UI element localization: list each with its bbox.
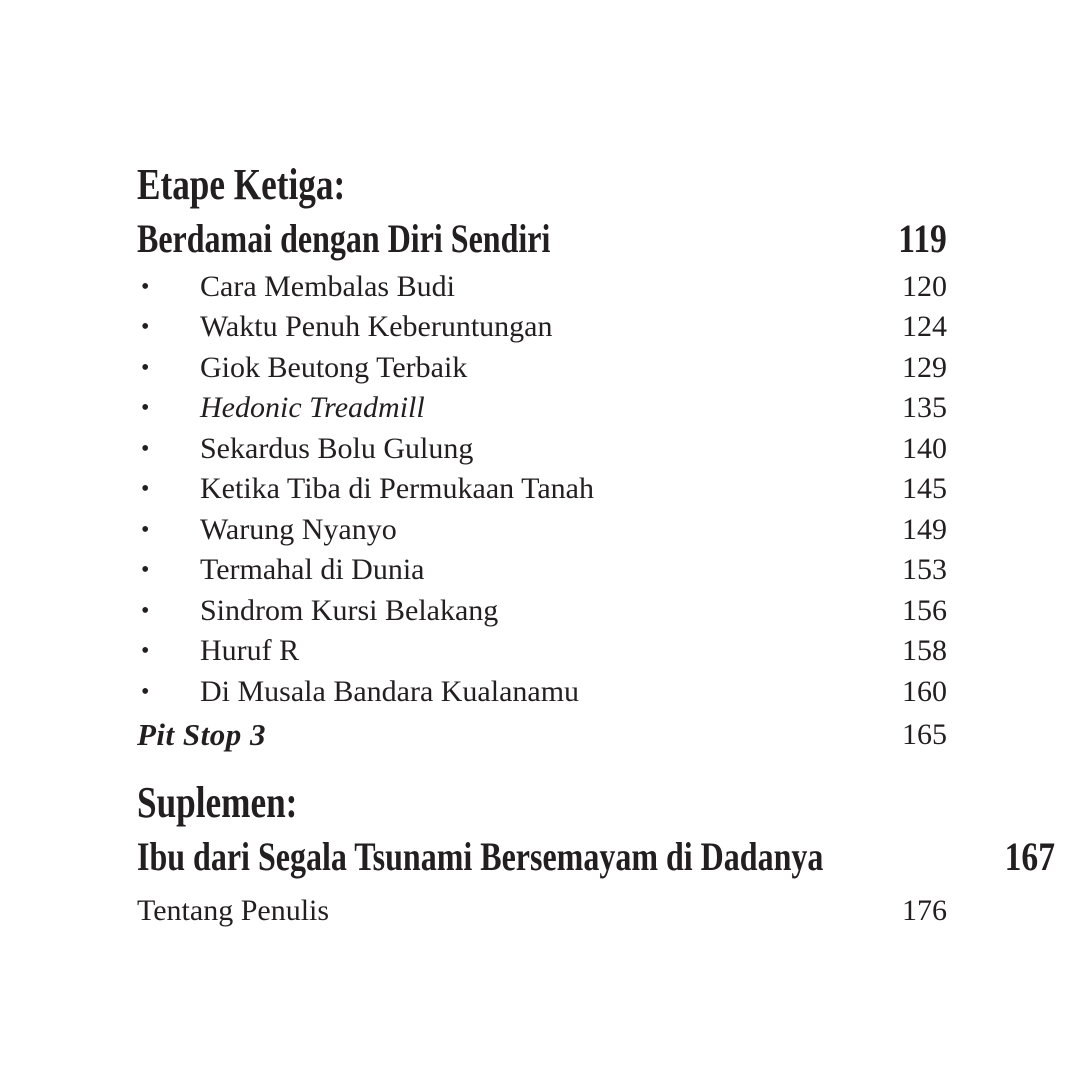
chapter-list: [137, 267, 947, 713]
section-etape-page-number: 119: [898, 215, 947, 261]
bullet-marker: •: [141, 516, 150, 543]
toc-entry-row: [137, 307, 947, 348]
tentang-penulis-label: Tentang Penulis: [137, 893, 330, 927]
toc-entry-label-wrap: [137, 351, 467, 385]
pit-stop-label: Pit Stop 3: [137, 717, 267, 753]
section-etape-title-text: Etape Ketiga:: [137, 160, 346, 209]
toc-entry-row: [137, 469, 947, 510]
toc-entry-row: [137, 348, 947, 389]
section-suplemen-title-text: Suplemen:: [137, 778, 298, 828]
toc-entry-label-wrap: [137, 432, 473, 466]
toc-entry-title: Waktu Penuh Keberuntungan: [200, 310, 553, 344]
toc-entry-row: [137, 550, 947, 591]
toc-entry-title: Hedonic Treadmill: [200, 391, 425, 425]
tentang-penulis-page-number: 176: [902, 893, 947, 927]
toc-entry-page-number: 135: [902, 391, 947, 425]
toc-entry-page-number: 129: [902, 350, 947, 384]
bullet-marker: •: [141, 678, 150, 705]
toc-entry-row: [137, 388, 947, 429]
toc-entry-row: [137, 591, 947, 632]
tentang-penulis-row: [137, 889, 947, 933]
section-etape-header: [137, 160, 947, 263]
bullet-marker: •: [141, 273, 150, 300]
section-etape-subtitle: Berdamai dengan Diri Sendiri: [137, 215, 551, 261]
toc-entry-page-number: 153: [902, 553, 947, 587]
toc-entry-label-wrap: [137, 634, 299, 668]
section-suplemen-page-number: 167: [1004, 833, 1055, 879]
toc-entry-title: Ketika Tiba di Permukaan Tanah: [200, 472, 594, 506]
toc-entry-page-number: 124: [902, 310, 947, 344]
toc-entry-label-wrap: [137, 675, 579, 709]
toc-entry-label-wrap: [137, 391, 425, 425]
toc-entry-title: Giok Beutong Terbaik: [200, 350, 468, 384]
section-suplemen-subtitle: Ibu dari Segala Tsunami Bersemayam di Dadanya: [137, 833, 824, 879]
toc-entry-label-wrap: [137, 472, 594, 506]
toc-entry-title: Termahal di Dunia: [200, 553, 425, 587]
toc-entry-label-wrap: [137, 513, 397, 547]
toc-entry-label-wrap: [137, 594, 498, 628]
toc-entry-title: Cara Membalas Budi: [200, 269, 455, 303]
bullet-marker: •: [141, 435, 150, 462]
bullet-marker: •: [141, 638, 150, 665]
toc-entry-row: [137, 429, 947, 470]
toc-entry-title: Sekardus Bolu Gulung: [200, 431, 474, 465]
bullet-marker: •: [141, 597, 150, 624]
bullet-marker: •: [141, 314, 150, 341]
section-etape-subtitle-row: [137, 215, 947, 263]
bullet-marker: •: [141, 395, 150, 422]
toc-entry-page-number: 156: [902, 593, 947, 627]
toc-entry-page-number: 149: [902, 512, 947, 546]
bullet-marker: •: [141, 557, 150, 584]
toc-entry-row: [137, 672, 947, 713]
toc-entry-label-wrap: [137, 310, 553, 344]
toc-entry-title: Di Musala Bandara Kualanamu: [200, 674, 580, 708]
toc-entry-title: Sindrom Kursi Belakang: [200, 593, 499, 627]
bullet-marker: •: [141, 354, 150, 381]
toc-entry-page-number: 160: [902, 674, 947, 708]
toc-entry-row: [137, 631, 947, 672]
toc-entry-title: Warung Nyanyo: [200, 512, 397, 546]
toc-entry-label-wrap: [137, 270, 455, 304]
section-etape-title: [137, 160, 947, 211]
toc-entry-row: [137, 267, 947, 308]
section-suplemen-header: [137, 778, 1055, 881]
pit-stop-page-number: 165: [902, 718, 947, 752]
toc-entry-label-wrap: [137, 553, 425, 587]
toc-entry-title: Huruf R: [200, 634, 300, 668]
pit-stop-row: [137, 712, 947, 758]
toc-entry-page-number: 158: [902, 634, 947, 668]
toc-entry-page-number: 145: [902, 472, 947, 506]
toc-entry-page-number: 140: [902, 431, 947, 465]
toc-entry-row: [137, 510, 947, 551]
toc-entry-page-number: 120: [902, 269, 947, 303]
bullet-marker: •: [141, 476, 150, 503]
section-suplemen-subtitle-row: [137, 833, 1055, 881]
section-suplemen-title: [137, 778, 947, 829]
